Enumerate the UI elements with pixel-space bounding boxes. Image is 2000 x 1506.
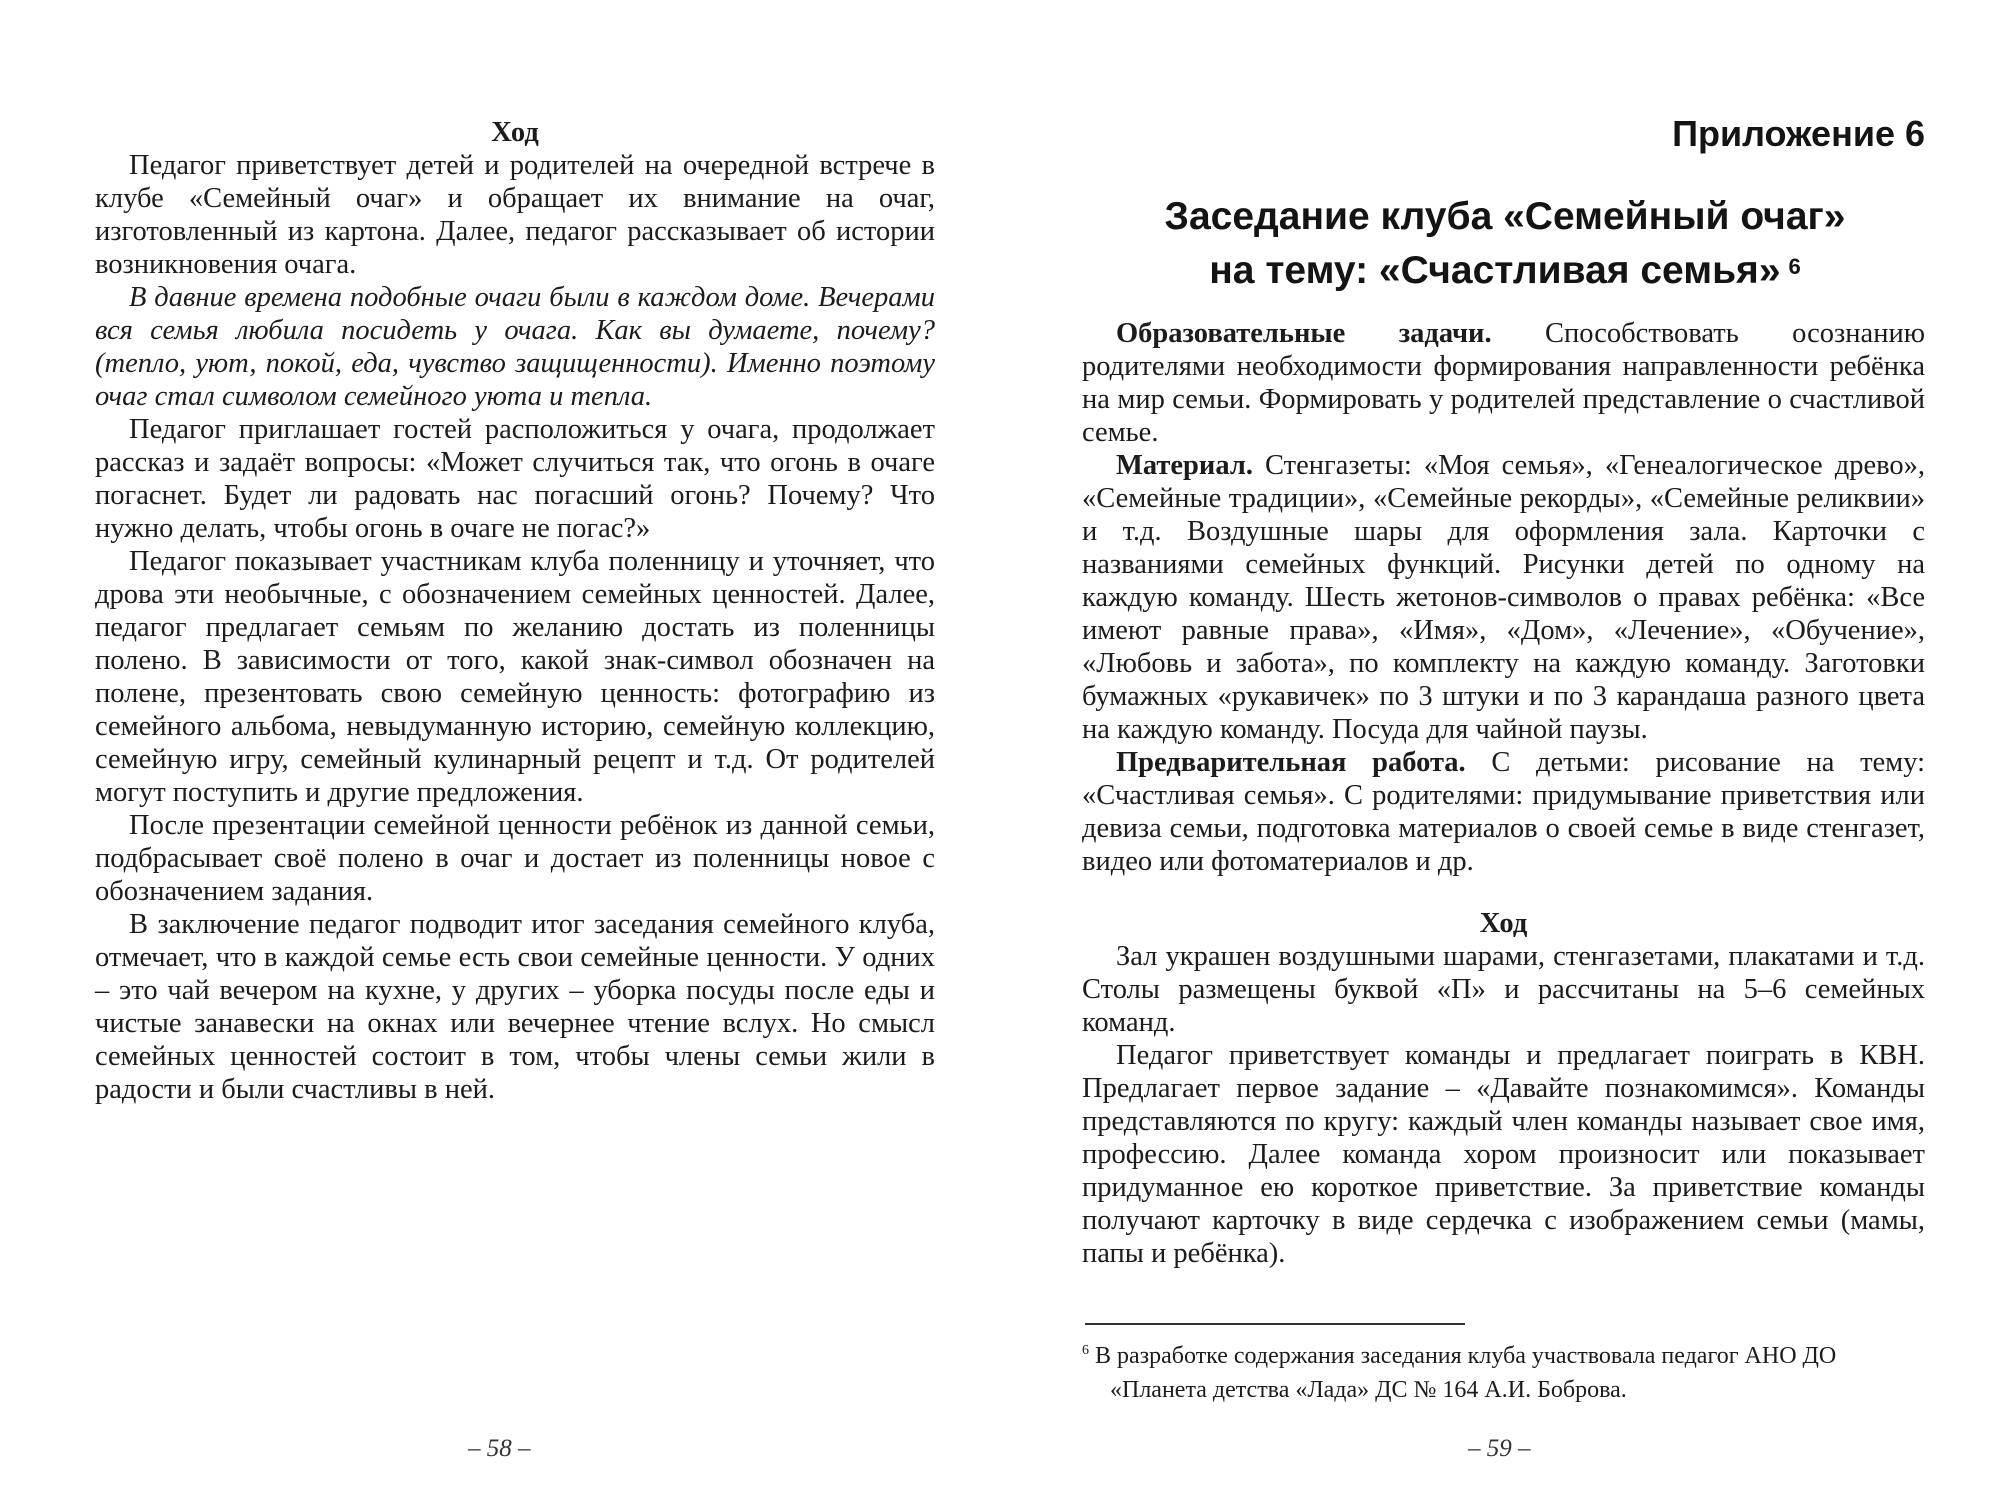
footnote [1082,1334,1927,1407]
section-preliminary-work-label: Предварительная работа. [1116,747,1466,778]
left-paragraph-5: После презентации семейной ценности ребёнок из данной семьи, подбрасывает своё полено в очаг и достает из поленницы новое с обозначением задания. [95,810,935,907]
section-material-text: Стенгазеты: «Моя семья», «Генеалогическое древо», «Семейные традиции», «Семейные рекорды», «Семейные реликвии» и т.д. Воздушные шары для оформления зала. Карточки с названиями семейных функций. Рисунки детей по одному на каждую команду. Шесть жетонов-символов о правах ребёнка: «Все имеют равные права», «Имя», «Дом», «Лечение», «Обучение», «Любовь и забота», по комплекту на каждую команду. Заготовки бумажных «рукавичек» по 3 штуки и по 3 карандаша разного цвета на каждую команду. Посуда для чайной паузы. [1082,450,1925,745]
left-paragraph-6: В заключение педагог подводит итог заседания семейного клуба, отмечает, что в каждой семье есть свои семейные ценности. У одних – это чай вечером на кухне, у других – уборка посуды после еды и чистые занавески на окнах или вечернее чтение вслух. Но смысл семейных ценностей состоит в том, чтобы члены семьи жили в радости и были счастливы в ней. [95,909,935,1105]
section-educational-tasks-text: Способствовать осознанию родителями необходимости формирования направленности ребёнка на мир семьи. Формировать у родителей представление о счастливой семье. [1082,318,1925,448]
left-page-number: – 58 – [468,1435,531,1462]
left-paragraph-2-italic: В давние времена подобные очаги были в каждом доме. Вечерами вся семья любила посидеть у очага. Как вы думаете, почему? (тепло, уют, покой, еда, чувство защищенности). Именно поэтому очаг стал символом семейного уюта и тепла. [95,282,935,412]
footnote-line-1 [1082,1334,1927,1373]
footnote-line-2: «Планета детства «Лада» ДС № 164 А.И. Боброва. [1110,1377,1627,1403]
section-material [1082,449,1925,746]
right-sections-column [1082,317,1925,878]
right-heading: Ход [1479,908,1528,939]
section-educational-tasks [1082,317,1925,449]
right-course-column [1082,907,1925,1270]
right-page [1000,0,2000,1506]
footnote-line-1-text: В разработке содержания заседания клуба участвовала педагог АНО ДО [1095,1343,1837,1369]
section-preliminary-work [1082,746,1925,878]
section-preliminary-work-text: С детьми: рисование на тему: «Счастливая семья». С родителями: придумывание приветствия или девиза семьи, подготовка материалов о своей семье в виде стенгазет, видео или фотоматериалов и др. [1082,747,1926,877]
left-paragraph-4: Педагог показывает участникам клуба поленницу и уточняет, что дрова эти необычные, с обозначением семейных ценностей. Далее, педагог предлагает семьям по желанию достать из поленницы полено. В зависимости от того, какой знак-символ обозначен на полене, презентовать свою семейную ценность: фотографию из семейного альбома, невыдуманную историю, семейную коллекцию, семейную игру, семейный кулинарный рецепт и т.д. От родителей могут поступить и другие предложения. [95,546,935,808]
section-material-label: Материал. [1116,450,1253,481]
appendix-label: Приложение 6 [1672,113,1925,154]
title-footnote-mark: 6 [1788,254,1801,279]
session-title [1060,190,1950,298]
footnote-mark: 6 [1082,1343,1089,1358]
section-educational-tasks-label: Образовательные задачи. [1116,318,1492,349]
footnote-divider [1085,1323,1465,1325]
left-paragraph-3: Педагог приглашает гостей расположиться у очага, продолжает рассказ и задаёт вопросы: «Может случиться так, что огонь в очаге погаснет. Будет ли радовать нас погасший огонь? Почему? Что нужно делать, чтобы огонь в очаге не погас?» [95,414,935,544]
left-heading: Ход [491,117,539,148]
session-title-line-2 [1060,244,1950,298]
left-text-column [95,116,935,1106]
session-title-line-1: Заседание клуба «Семейный очаг» [1164,195,1846,238]
left-paragraph-1: Педагог приветствует детей и родителей на очередной встрече в клубе «Семейный очаг» и обращает их внимание на очаг, изготовленный из картона. Далее, педагог рассказывает об истории возникновения очага. [95,150,935,280]
session-title-line-2-text: на тему: «Счастливая семья» [1209,249,1781,292]
right-page-number: – 59 – [1468,1435,1531,1462]
right-paragraph-1: Зал украшен воздушными шарами, стенгазетами, плакатами и т.д. Столы размещены буквой «П» и рассчитаны на 5–6 семейных команд. [1082,941,1925,1038]
right-paragraph-2: Педагог приветствует команды и предлагает поиграть в КВН. Предлагает первое задание – «Давайте познакомимся». Команды представляются по кругу: каждый член команды называет свое имя, профессию. Далее команда хором произносит или показывает придуманное ею короткое приветствие. За приветствие команды получают карточку в виде сердечка с изображением семьи (мамы, папы и ребёнка). [1082,1040,1925,1269]
